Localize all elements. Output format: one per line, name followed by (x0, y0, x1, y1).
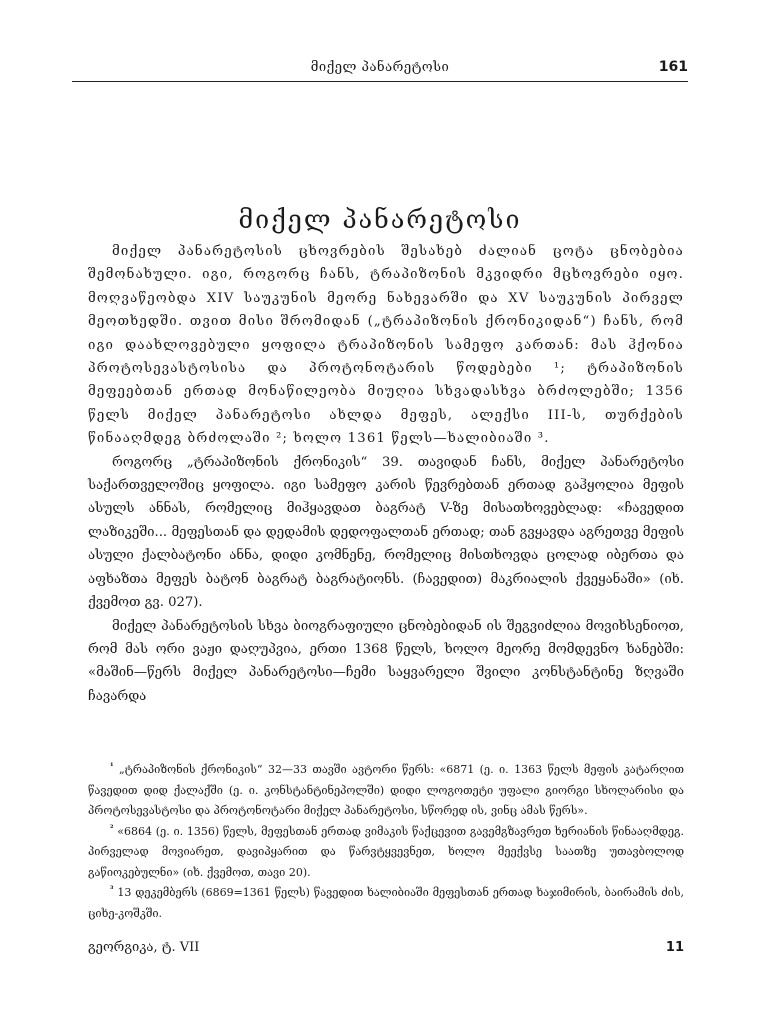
running-head (72, 58, 688, 80)
chapter-title: მიქელ პანარეტოსი (238, 205, 522, 234)
footer-series-title: გეორგიკა, ტ. VII (88, 940, 200, 955)
body-text (88, 240, 684, 708)
running-title: მიქელ პანარეტოსი (310, 60, 450, 75)
page-footer (88, 940, 684, 960)
header-rule (72, 81, 688, 82)
paragraph-3: მიქელ პანარეტოსის სხვა ბიოგრაფიული ცნობებიდან ის შეგვიძლია მოვიხსენიოთ, რომ მას ორი ვაჟი დაღუპვია, ერთი 1368 წელს, ხოლო მეორე მომდევნო ხანებში: «მაშინ—წერს მიქელ პანარეტოსი—ჩემი საყვარელი შვილი კონსტანტინე ზღვაში ჩავარდა (88, 618, 684, 704)
footnote-text: «6864 (ე. ი. 1356) წელს, მეფესთან ერთად ვიმაკის წაქცევით გავემგზავრეთ ხერიანის წინააღმდეგ. პირველად მოვიარეთ, დავიპყარით და წარვტყვევნეთ, ხოლო მეექვსე საათზე უთავბოლოდ გაწიოკებულნი» (იხ. ქვემოთ, თავი 20). (88, 824, 684, 879)
footer-signature-number: 11 (665, 940, 684, 955)
footnotes (88, 760, 684, 924)
footnote-1 (88, 760, 684, 822)
footnote-3 (88, 883, 684, 924)
paragraph-2: როგორც „ტრაპიზონის ქრონიკის“ 39. თავიდან ჩანს, მიქელ პანარეტოსი საქართველოშიც ყოფილა. იგი სამეფო კარის წევრებთან ერთად გაჰყოლია მეფის ასულს ანნას, რომელიც მიჰყავდათ ბაგრატ V-ზე მისათხოვებლად: «ჩავედით ლაზიკეში... მეფესთან და დედამის დედოფალთან ერთად; თან გვყავდა აგრეთვე მეფის ასული ქალბატონი ანნა, დიდი კომნენე, რომელიც მისთხოვდა ცოლად იბერთა და აფხაზთა მეფეს ბატონ ბაგრატ ბაგრატიონს. (ჩავედით) მაკრიალის ქვეყანაში» (იხ. ქვემოთ გვ. 027). (88, 454, 684, 611)
footnote-mark: ³ (110, 883, 114, 894)
page-number: 161 (658, 59, 688, 75)
footnote-mark: ² (110, 821, 114, 832)
footnote-mark: ¹ (110, 760, 114, 771)
footnote-text: „ტრაპიზონის ქრონიკის“ 32—33 თავში ავტორი წერს: «6871 (ე. ი. 1363 წელს მეფის კატარღით წავედით დიდ ქალაქში (ე. ი. კონსტანტინეპოლში) დიდი ლოგოთეტი უფალი გიორგი სხოლარისი და პროტოსევასტოსი და პროტონოტარი მიქელ პანარეტოსი, სწორედ ის, ვინც ამას წერს». (88, 763, 685, 817)
footnote-2 (88, 822, 684, 884)
footnote-text: 13 დეკემბერს (6869=1361 წელს) წავედით ხალიბიაში მეფესთან ერთად ხაჯიმირის, ბაირამის ძის, ციხე-კოშკში. (88, 886, 684, 920)
paragraph-1: მიქელ პანარეტოსის ცხოვრების შესახებ ძალიან ცოტა ცნობებია შემონახული. იგი, როგორც ჩანს, ტრაპიზონის მკვიდრი მცხოვრები იყო. მოღვაწეობდა XIV საუკუნის მეორე ნახევარში და XV საუკუნის პირველ მეოთხედში. თვით მისი შრომიდან („ტრაპიზონის ქრონიკიდან“) ჩანს, რომ იგი დაახლოვებული ყოფილა ტრაპიზონის სამეფო კართან: მას ჰქონია პროტოსევასტოსისა და პროტონოტარის წოდებები ¹; ტრაპიზონის მეფეებთან ერთად მონაწილეობა მიუღია სხვადასხვა ბრძოლებში; 1356 წელს მიქელ პანარეტოსი ახლდა მეფეს, ალექსი III-ს, თურქების წინააღმდეგ ბრძოლაში ²; ხოლო 1361 წელს—ხალიბიაში ³. (88, 244, 684, 447)
